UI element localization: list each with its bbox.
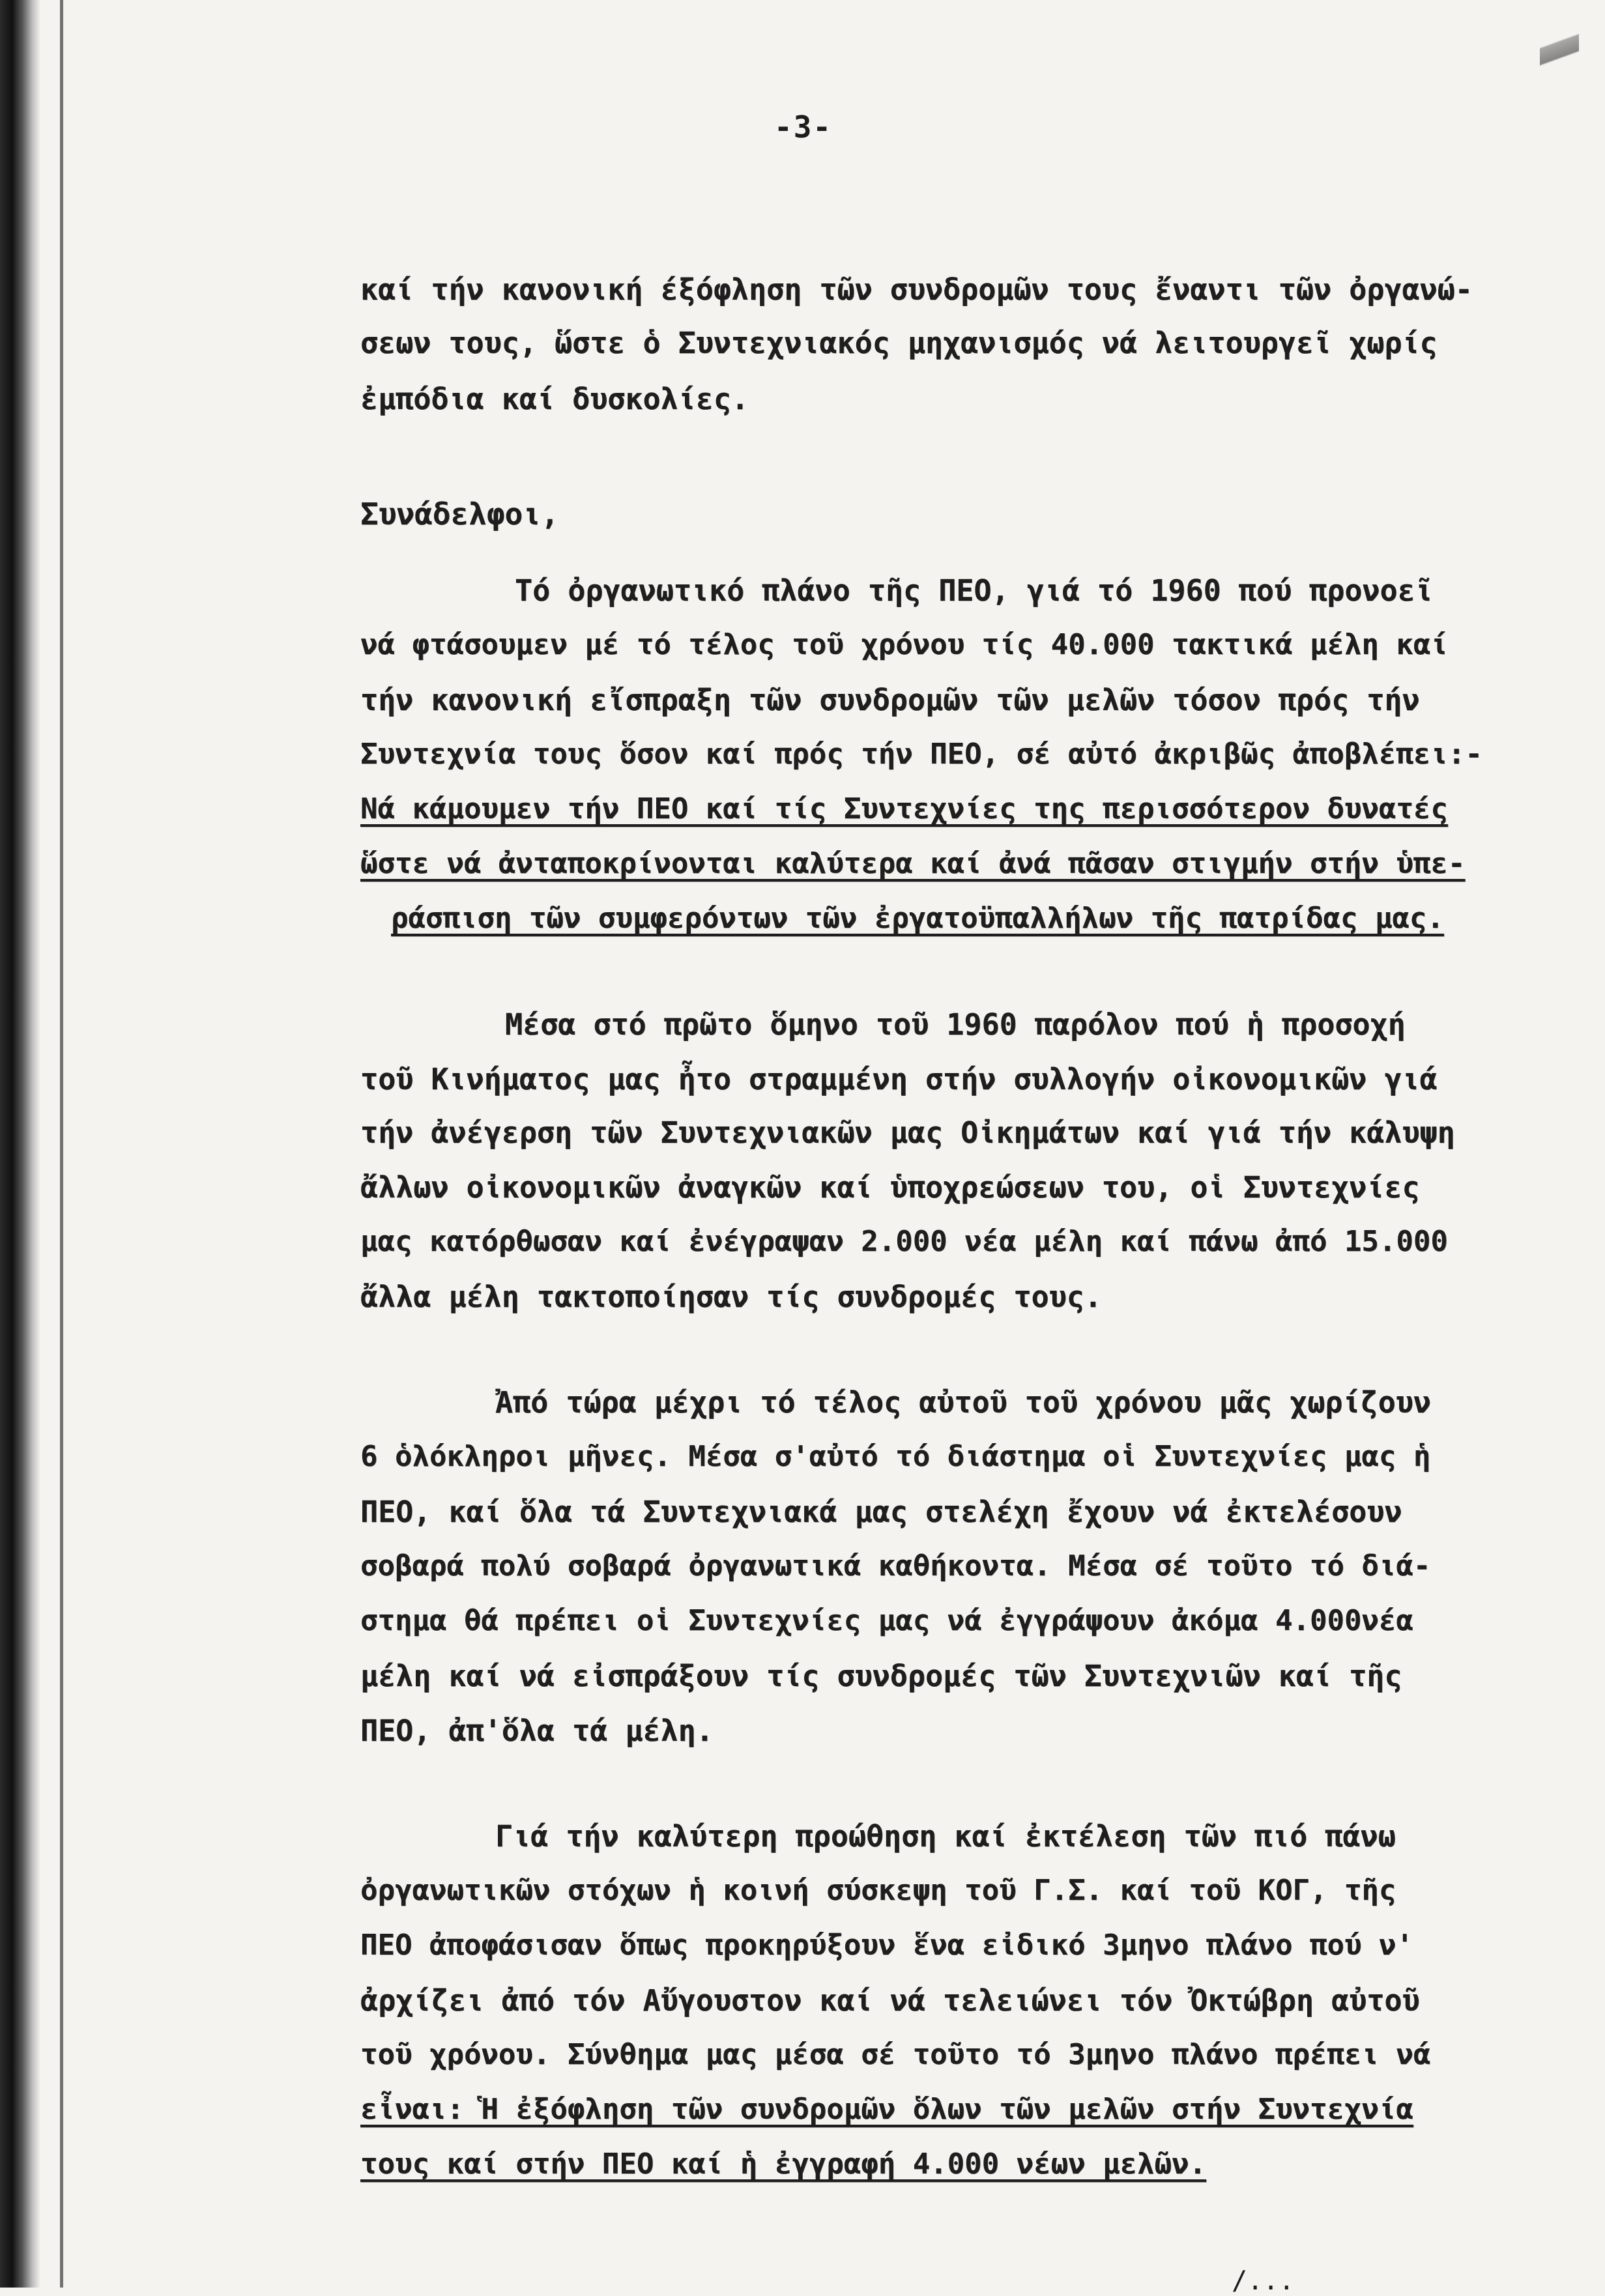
text-line: Μέσα στό πρῶτο ὅμηνο τοῦ 1960 παρόλον πού ἡ προσοχή xyxy=(505,1007,1406,1042)
text-line: Τό ὀργανωτικό πλάνο τῆς ΠΕΟ, γιά τό 1960 πού προνοεῖ xyxy=(515,573,1433,608)
text-line: νά φτάσουμεν μέ τό τέλος τοῦ χρόνου τίς 40.000 τακτικά μέλη καί xyxy=(360,628,1448,661)
text-line: ἄλλα μέλη τακτοποίησαν τίς συνδρομές τους. xyxy=(360,1280,1102,1314)
text-line: Γιά τήν καλύτερη προώθηση καί ἐκτέλεση τῶν πιό πάνω xyxy=(495,1819,1396,1854)
text-line: ἐμπόδια καί δυσκολίες. xyxy=(360,382,749,416)
text-line: Συντεχνία τους ὅσον καί πρός τήν ΠΕΟ, σέ αὐτό ἀκριβῶς ἀποβλέπει:- xyxy=(360,738,1482,771)
text-line: καί τήν κανονική έξόφληση τῶν συνδρομῶν τους ἔναντι τῶν ὀργανώ- xyxy=(360,272,1473,307)
underlined-text-line: εἶναι: Ἡ ἐξόφληση τῶν συνδρομῶν ὅλων τῶν μελῶν στήν Συντεχνία xyxy=(360,2093,1413,2126)
text-line: ΠΕΟ, ἀπ'ὅλα τά μέλη. xyxy=(360,1714,714,1748)
text-line: ὀργανωτικῶν στόχων ἡ κοινή σύσκεψη τοῦ Γ.Σ. καί τοῦ ΚΟΓ, τῆς xyxy=(360,1874,1396,1907)
underlined-text-line: ράσπιση τῶν συμφερόντων τῶν ἐργατοϋπαλλήλων τῆς πατρίδας μας. xyxy=(391,902,1444,935)
continuation-mark: /... xyxy=(1232,2266,1295,2296)
underlined-text-line: τους καί στήν ΠΕΟ καί ἡ ἐγγραφή 4.000 νέων μελῶν. xyxy=(360,2147,1207,2181)
corner-punch-mark xyxy=(1540,13,1579,85)
text-line: ἄλλων οἰκονομικῶν ἀναγκῶν καί ὑποχρεώσεων του, οἱ Συντεχνίες xyxy=(360,1170,1420,1205)
text-line: τοῦ Κινήματος μας ἦτο στραμμένη στήν συλλογήν οἰκονομικῶν γιά xyxy=(360,1062,1438,1097)
binding-edge xyxy=(0,0,40,2288)
text-line: ΠΕΟ ἀποφάσισαν ὅπως προκηρύξουν ἕνα εἰδικό 3μηνο πλάνο πού ν' xyxy=(360,1929,1413,1962)
page-number: -3- xyxy=(774,109,833,145)
binding-line xyxy=(60,0,63,2288)
text-line: σεων τους, ὥστε ὁ Συντεχνιακός μηχανισμός νά λειτουργεῖ χωρίς xyxy=(360,326,1438,360)
text-line: ἀρχίζει ἀπό τόν Αὔγουστον καί νά τελειώνει τόν Ὀκτώβρη αὐτοῦ xyxy=(360,1983,1420,2018)
text-line: μας κατόρθωσαν καί ἐνέγραψαν 2.000 νέα μέλη καί πάνω ἀπό 15.000 xyxy=(360,1225,1448,1258)
text-line: στημα θά πρέπει οἱ Συντεχνίες μας νά ἐγγράψουν ἀκόμα 4.000νέα xyxy=(360,1604,1413,1637)
underlined-text-line: ὥστε νά ἀνταποκρίνονται καλύτερα καί ἀνά πᾶσαν στιγμήν στήν ὑπε- xyxy=(360,847,1466,880)
text-line: τήν κανονική εἴσπραξη τῶν συνδρομῶν τῶν μελῶν τόσον πρός τήν xyxy=(360,683,1420,717)
text-line: τοῦ χρόνου. Σύνθημα μας μέσα σέ τοῦτο τό 3μηνο πλάνο πρέπει νά xyxy=(360,2038,1431,2071)
text-line: Ἀπό τώρα μέχρι τό τέλος αὐτοῦ τοῦ χρόνου μᾶς χωρίζουν xyxy=(495,1385,1431,1420)
salutation: Συνάδελφοι, xyxy=(360,496,559,532)
text-line: 6 ὁλόκληροι μῆνες. Μέσα σ'αὐτό τό διάστημα οἱ Συντεχνίες μας ἡ xyxy=(360,1440,1431,1473)
text-line: ΠΕΟ, καί ὅλα τά Συντεχνιακά μας στελέχη ἔχουν νά ἐκτελέσουν xyxy=(360,1495,1402,1529)
text-line: μέλη καί νά εἰσπράξουν τίς συνδρομές τῶν Συντεχνιῶν καί τῆς xyxy=(360,1659,1402,1693)
text-line: τήν ἀνέγερση τῶν Συντεχνιακῶν μας Οἰκημάτων καί γιά τήν κάλυψη xyxy=(360,1115,1455,1150)
text-line: σοβαρά πολύ σοβαρά ὀργανωτικά καθήκοντα. Μέσα σέ τοῦτο τό διά- xyxy=(360,1549,1431,1583)
underlined-text-line: Νά κάμουμεν τήν ΠΕΟ καί τίς Συντεχνίες της περισσότερον δυνατές xyxy=(360,792,1448,825)
